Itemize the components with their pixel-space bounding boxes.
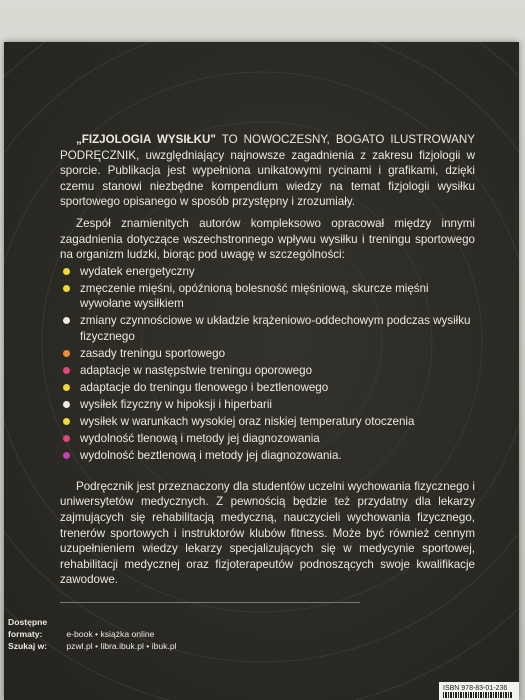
search-row [8,640,177,652]
search-value: pzwl.pl • libra.ibuk.pl • ibuk.pl [66,641,177,651]
bullet-dot-icon [63,452,70,459]
topic-list [60,264,475,464]
isbn-barcode-strip [439,682,519,700]
formats-info [8,616,177,652]
book-back-cover [4,42,519,700]
book-title-quote: „FIZJOLOGIA WYSIŁKU" [76,133,216,146]
formats-value: e-book • książka online [66,629,155,639]
bullet-dot-icon [63,435,70,442]
list-item: wysiłek fizyczny w hipoksji i hiperbarii [60,397,475,413]
barcode-icon [443,692,513,698]
spacer [60,465,475,479]
formats-row [8,616,177,640]
list-item: adaptacje w następstwie treningu oporowego [60,363,475,379]
search-label: Szukaj w: [8,641,48,651]
bullet-dot-icon [63,285,70,292]
list-item: wydolność tlenową i metody jej diagnozowania [60,431,475,447]
isbn-text: ISBN 978-83-01-236 [443,685,508,692]
list-item: zasady treningu sportowego [60,346,475,362]
list-item: wydolność beztlenową i metody jej diagnozowania. [60,448,475,464]
bullet-dot-icon [63,317,70,324]
list-item: wysiłek w warunkach wysokiej oraz niskiej temperatury otoczenia [60,414,475,430]
audience-paragraph: Podręcznik jest przeznaczony dla studentów uczelni wychowania fizycznego i uniwersytetów medycznych. Z pewnością będzie też przydatny dla lekarzy zajmujących się rehabilitacją medyczną, nauczycieli wychowania fizycznego, trenerów sportowych i instruktorów klubów fitness. Może być również cennym uzupełnieniem wiedzy lekarzy specjalizujących się w medycynie sportowej, rehabilitacji medycznej oraz fizjoterapeutów podnoszących swoje kwalifikacje zawodowe. [60,479,475,587]
divider [60,602,360,603]
blurb-text [60,132,475,588]
formats-label: Dostępne formaty: [8,617,48,639]
bullet-dot-icon [63,384,70,391]
list-item: wydatek energetyczny [60,264,475,280]
bullet-dot-icon [63,350,70,357]
authors-paragraph: Zespół znamienitych autorów kompleksowo opracował między innymi zagadnienia dotyczące wszechstronnego wpływu wysiłku i treningu sportowego na organizm ludzki, biorąc pod uwagę w szczególności: [60,216,475,262]
intro-paragraph [60,132,475,210]
bullet-dot-icon [63,418,70,425]
bullet-dot-icon [63,401,70,408]
bullet-dot-icon [63,367,70,374]
bullet-dot-icon [63,268,70,275]
list-item: zmęczenie mięśni, opóźnioną bolesność mięśniową, skurcze mięśni wywołane wysiłkiem [60,281,475,312]
intro-text: TO NOWOCZESNY, BOGATO ILUSTROWANY PODRĘCZNIK, uwzględniający najnowsze zagadnienia z zakresu fizjologii w sporcie. Publikacja jest wypełniona unikatowymi rycinami i grafikami, dzięki czemu stanowi niezbędne kompendium wiedzy na temat fizjologii wysiłku sportowego opisanego w sposób przystępny i zrozumiały. [60,133,475,209]
list-item: zmiany czynnościowe w układzie krążeniowo-oddechowym podczas wysiłku fizycznego [60,313,475,344]
list-item: adaptacje do treningu tlenowego i beztlenowego [60,380,475,396]
